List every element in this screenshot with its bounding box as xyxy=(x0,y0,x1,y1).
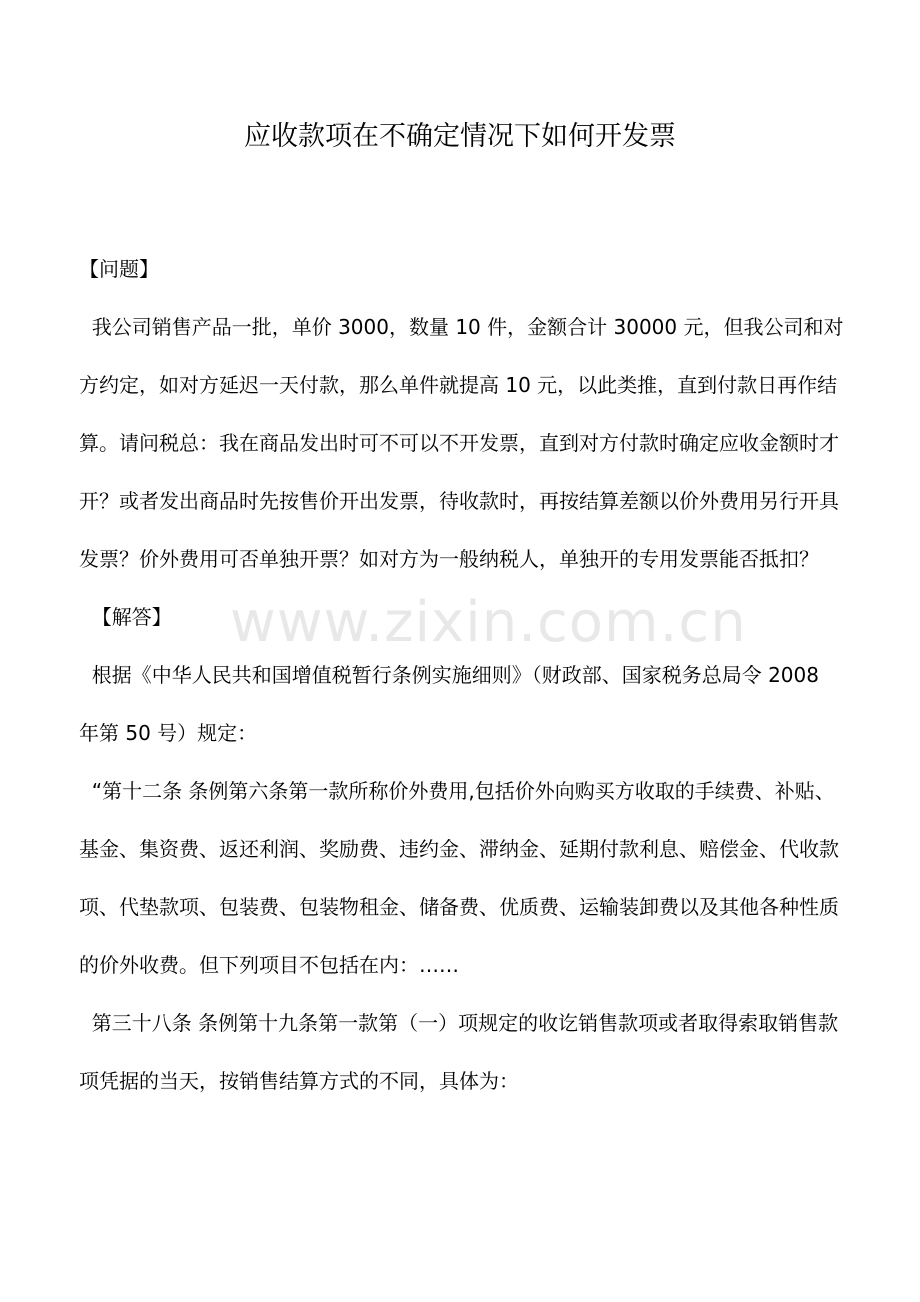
document-body xyxy=(79,240,844,1110)
watermark-text: www.zixin.com.cn xyxy=(230,590,747,655)
section-heading-question: 【问题】 xyxy=(79,257,159,281)
paragraph-article-12: “第十二条 条例第六条第一款所称价外费用,包括价外向购买方收取的手续费、补贴、基金、集资费、返还利润、奖励费、违约金、滞纳金、延期付款利息、赔偿金、代收款项、代垫款项、包装费、包装物租金、储备费、优质费、运输装卸费以及其他各种性质的价外收费。但下列项目不包括在内：…… xyxy=(79,779,839,977)
paragraph-article-38: 第三十八条 条例第十九条第一款第（一）项规定的收讫销售款项或者取得索取销售款项凭据的当天，按销售结算方式的不同，具体为： xyxy=(79,1011,839,1093)
paragraph-legal-basis: 根据《中华人民共和国增值税暂行条例实施细则》（财政部、国家税务总局令 2008 年第 50 号）规定： xyxy=(79,663,826,745)
document-title: 应收款项在不确定情况下如何开发票 xyxy=(244,121,676,152)
section-heading-answer: 【解答】 xyxy=(79,605,172,629)
paragraph-question-text: 我公司销售产品一批，单价 3000，数量 10 件，金额合计 30000 元，但我公司和对方约定，如对方延迟一天付款，那么单件就提高 10 元，以此类推，直到付款日再作结算。请问税总：我在商品发出时可不可以不开发票，直到对方付款时确定应收金额时才开？或者发出商品时先按售价开出发票，待收款时，再按结算差额以价外费用另行开具发票？价外费用可否单独开票？如对方为一般纳税人，单独开的专用发票能否抵扣？ xyxy=(79,315,844,571)
